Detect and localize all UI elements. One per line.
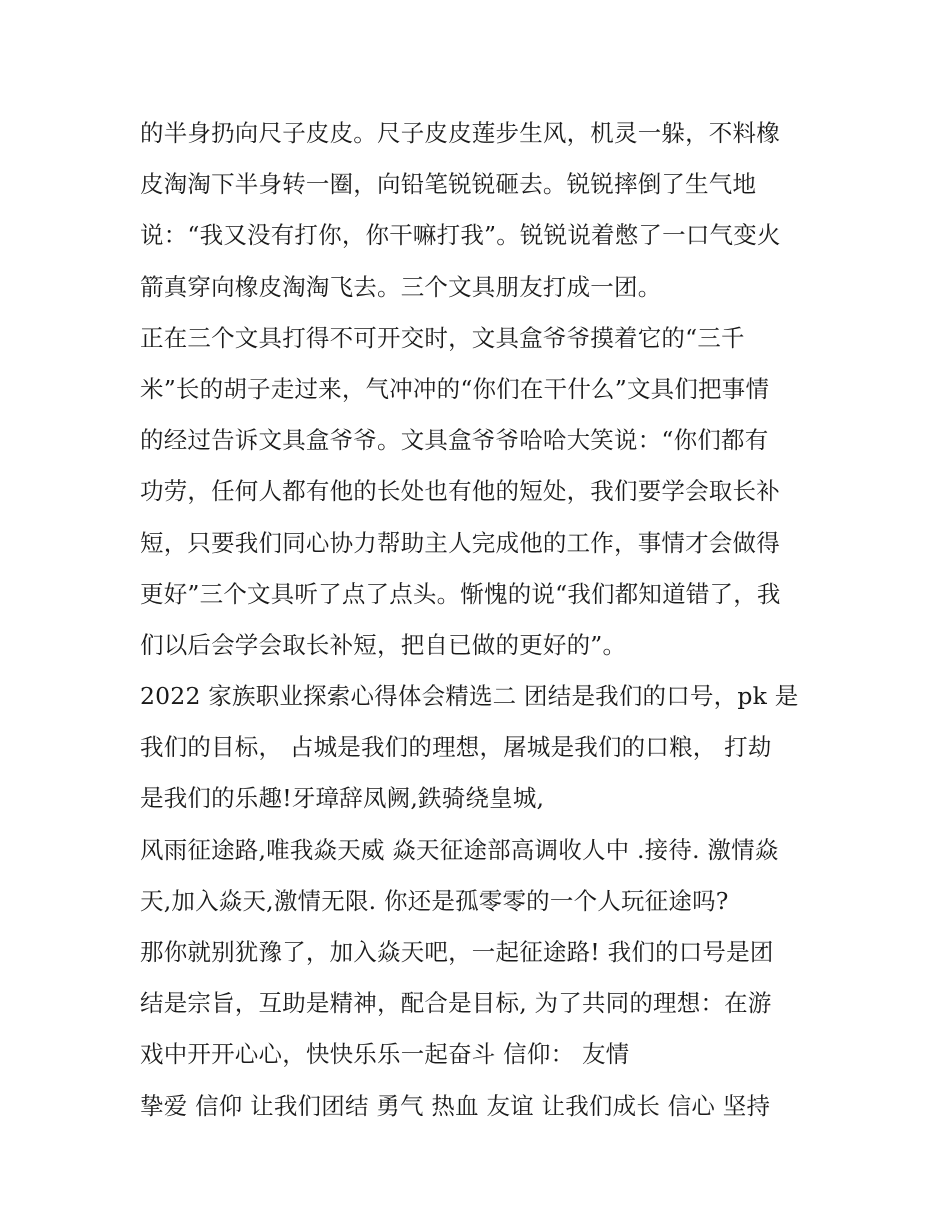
body-text	[140, 108, 820, 1132]
text-line: 戏中开开心心，快快乐乐一起奋斗 信仰： 友情	[140, 1040, 630, 1069]
text-line: 结是宗旨，互助是精神，配合是目标, 为了共同的理想：在游	[140, 989, 772, 1018]
text-line: 短，只要我们同心协力帮助主人完成他的工作，事情才会做得	[140, 528, 780, 557]
text-line: 风雨征途路,唯我焱天威 焱天征途部高调收人中 .接待. 激情焱	[140, 835, 779, 864]
text-line: 是我们的乐趣!牙璋辞凤阙,鉄骑绕皇城,	[140, 784, 545, 813]
text-line: 正在三个文具打得不可开交时，文具盒爷爷摸着它的“三千	[140, 323, 745, 352]
text-line: 更好”三个文具听了点了点头。惭愧的说“我们都知道错了，我	[140, 579, 781, 608]
text-line: 说：“我又没有打你，你干嘛打我”。锐锐说着憋了一口气变火	[140, 221, 781, 250]
text-line: 箭真穿向橡皮淘淘飞去。三个文具朋友打成一团。	[140, 272, 662, 301]
text-line: 我们的目标， 占城是我们的理想，屠城是我们的口粮， 打劫	[140, 733, 772, 762]
text-line: 米”长的胡子走过来，气冲冲的“你们在干什么”文具们把事情	[140, 374, 770, 403]
text-line: 们以后会学会取长补短，把自已做的更好的”。	[140, 630, 627, 659]
text-line: 天,加入焱天,激情无限. 你还是孤零零的一个人玩征途吗?	[140, 886, 729, 915]
text-line: 挚爱 信仰 让我们团结 勇气 热血 友谊 让我们成长 信心 坚持	[140, 1091, 771, 1120]
text-line: 2022 家族职业探索心得体会精选二 团结是我们的口号，pk 是	[140, 682, 799, 711]
text-line: 的半身扔向尺子皮皮。尺子皮皮莲步生风，机灵一躲，不料橡	[140, 119, 780, 147]
text-line: 功劳，任何人都有他的长处也有他的短处，我们要学会取长补	[140, 477, 780, 506]
text-line: 那你就别犹豫了，加入焱天吧，一起征途路! 我们的口号是团	[140, 938, 774, 966]
text-line: 皮淘淘下半身转一圈，向铅笔锐锐砸去。锐锐摔倒了生气地	[140, 170, 757, 199]
text-line: 的经过告诉文具盒爷爷。文具盒爷爷哈哈大笑说：“你们都有	[140, 426, 769, 455]
